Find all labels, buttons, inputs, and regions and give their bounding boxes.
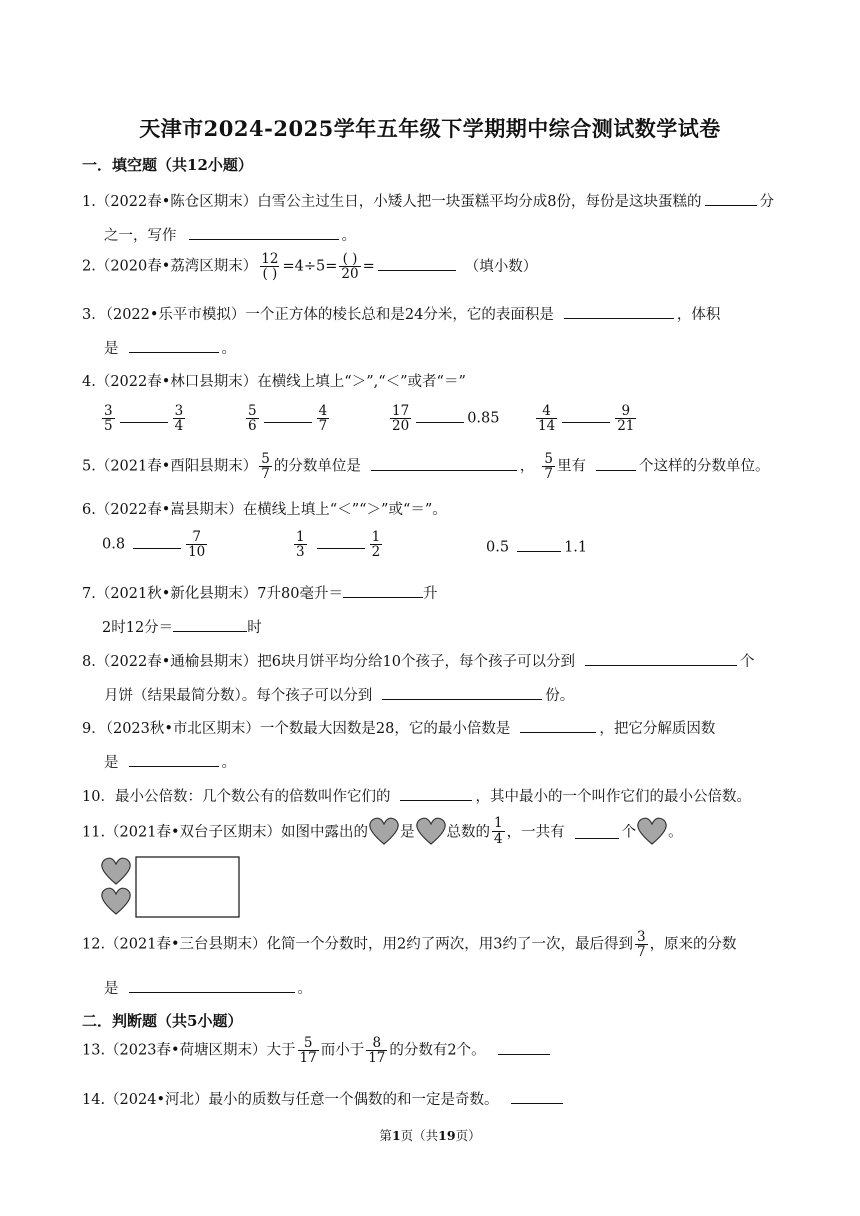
denominator: ( ) [262,266,278,283]
question-12-line-1 [82,930,737,959]
numerator: 1 [296,529,305,545]
q5-text-e: 个这样的分数单位。 [638,458,770,475]
q13-text-b: 而小于 [320,1042,365,1059]
answer-blank[interactable] [400,786,472,802]
answer-blank[interactable] [129,978,295,994]
q1-text-d: 。 [341,228,356,244]
section-heading-judge: 二．判断题（共5小题） [82,1012,243,1030]
q9-text-d: 。 [221,755,236,771]
q3-text: 3．（2022•乐平市模拟）一个正方体的棱长总和是24分米，它的表面积是 [82,307,554,323]
question-4: 4.（2022春•林口县期末）在横线上填上“＞”,“＜”或者“＝” [82,374,466,390]
fraction [339,252,360,281]
fraction [259,252,280,281]
question-13 [82,1036,553,1065]
q8-text-b: 个 [739,654,755,670]
answer-blank[interactable] [129,338,219,354]
denominator: 21 [617,418,635,435]
numerator: 7 [192,529,201,545]
q13-text-c: 的分数有2个。 [389,1042,486,1059]
question-9-line-1 [82,717,715,738]
q9-text-c: 是 [104,755,119,771]
q12-text-e: 。 [297,981,312,997]
denominator: 10 [188,544,206,561]
q12-text: 12.（2021春•三台县期末）化简一个分数时，用2约了两次，用3约了一次，最后得到 [82,936,633,953]
q7-text-d: 时 [247,620,262,636]
q4-item-2 [244,404,331,433]
q8-text: 8.（2022春•通榆县期末）把6块月饼平均分给10个孩子，每个孩子可以分到 [82,654,575,670]
answer-blank[interactable] [120,407,168,423]
q6-item-1 [102,530,209,559]
footer-text: 第 [379,1128,392,1143]
q10-text: 10．最小公倍数：几个数公有的倍数叫作它们的 [82,789,391,805]
q7-text-b: 升 [422,586,438,602]
q1-text-b: 分 [759,194,775,210]
answer-blank[interactable] [343,583,423,599]
denominator: 17 [368,1050,386,1067]
answer-blank[interactable] [416,407,464,423]
fraction [536,404,557,433]
denominator: 6 [248,418,257,435]
q9-text-b: ，把它分解质因数 [599,721,716,737]
fraction [370,530,383,559]
q9-text: 9．（2023秋•市北区期末）一个数最大因数是28，它的最小倍数是 [82,721,511,737]
q5-text-c: ， [519,458,535,475]
answer-blank[interactable] [705,191,757,207]
answer-blank[interactable] [264,407,312,423]
numerator: 5 [261,451,270,467]
heart-icon [368,816,400,846]
compare-value: 0.85 [467,410,500,427]
section-heading-fill: 一．填空题（共12小题） [82,156,253,174]
q4-item-4 [534,404,638,433]
fraction [102,404,115,433]
answer-blank[interactable] [520,718,596,734]
numerator: 9 [621,403,631,419]
answer-blank[interactable] [371,455,517,471]
q1-text: 1.（2022春•陈仓区期末）白雪公主过生日，小矮人把一块蛋糕平均分成8份，每份是这块蛋糕的 [82,194,702,210]
denominator: 20 [392,418,410,435]
answer-blank[interactable] [189,225,339,241]
denominator: 2 [371,544,381,561]
q3-text-b: ，体积 [676,307,721,323]
numerator: 12 [261,251,279,267]
question-8-line-1 [82,650,754,671]
denominator: 20 [341,266,359,283]
fraction [246,404,259,433]
fraction [366,1036,387,1065]
footer-text: 页） [455,1128,481,1143]
numerator: 3 [636,929,646,945]
denominator: 5 [104,418,113,435]
q2-text-c: = [362,258,375,275]
q7-text: 7.（2021秋•新化县期末）7升80毫升＝ [82,586,343,602]
numerator: 3 [174,403,184,419]
q11-text-c: 总数的 [446,824,491,841]
denominator: 3 [296,544,305,561]
q3-text-d: 。 [221,341,236,357]
numerator: 3 [104,403,113,419]
q11-text-f: 个 [621,824,637,841]
question-11 [82,816,683,846]
fraction [317,404,330,433]
question-1-line-1 [82,190,774,211]
question-7-line-2 [102,616,262,637]
heart-icon [102,888,130,914]
q11-text: 11.（2021春•双台子区期末）如图中露出的 [82,824,369,841]
answer-blank[interactable] [317,533,365,549]
denominator: 7 [636,944,646,961]
covering-rectangle [136,857,239,917]
answer-blank[interactable] [575,823,619,839]
answer-blank[interactable] [564,304,674,320]
question-12-line-2 [104,977,312,998]
fraction [294,530,307,559]
compare-value: 1.1 [564,539,588,556]
heart-icon [636,816,668,846]
question-3-line-2 [104,337,236,358]
answer-blank[interactable] [133,533,181,549]
fraction [390,404,411,433]
compare-value: 0.8 [102,536,126,553]
answer-blank[interactable] [382,685,542,701]
question-8-line-2 [104,684,574,705]
q3-text-c: 是 [104,341,119,357]
q2-text-b: =4÷5= [282,258,338,275]
question-1-line-2 [104,224,356,245]
numerator: 5 [303,1035,313,1051]
q12-text-b: ，原来的分数 [649,936,737,953]
question-10 [82,785,751,806]
denominator: 14 [538,418,556,435]
question-3-line-1 [82,303,720,324]
answer-blank[interactable] [562,407,610,423]
answer-blank[interactable] [498,1039,550,1055]
q5-text-b: 的分数单位是 [273,458,361,475]
page-total: 19 [438,1128,456,1143]
q6-item-3 [486,536,587,556]
numerator: 5 [248,403,257,419]
q11-text-g: 。 [668,824,683,841]
heart-icon [415,816,447,846]
page-footer [0,1126,860,1144]
question-5 [82,452,769,481]
numerator: 8 [372,1035,382,1051]
q8-text-d: 份。 [545,688,575,704]
fraction [615,404,636,433]
answer-blank[interactable] [517,536,561,552]
denominator: 17 [299,1050,317,1067]
footer-text: 页（共 [400,1128,439,1143]
q13-text: 13.（2023春•荷塘区期末）大于 [82,1042,296,1059]
fraction [259,452,272,481]
numerator: 17 [392,403,410,419]
page-title: 天津市2024-2025学年五年级下学期期中综合测试数学试卷 [139,116,721,141]
denominator: 7 [261,466,270,483]
q10-text-b: ，其中最小的一个叫作它们的最小公倍数。 [475,789,751,805]
answer-blank[interactable] [378,255,456,271]
q5-text: 5.（2021春•酉阳县期末） [82,458,258,475]
question-14 [82,1088,566,1109]
fraction [173,404,186,433]
answer-blank[interactable] [511,1089,563,1105]
fraction [635,930,648,959]
numerator: 5 [544,451,553,467]
fraction [492,816,505,845]
q14-text: 14.（2024•河北）最小的质数与任意一个偶数的和一定是奇数。 [82,1092,499,1108]
fraction [298,1036,319,1065]
numerator: 1 [371,529,381,545]
q11-text-e: ，一共有 [506,824,565,841]
fraction [186,530,207,559]
answer-blank[interactable] [173,617,247,633]
numerator: 1 [494,815,503,832]
q4-item-3 [388,404,499,433]
q2-text-d: （填小数） [464,258,538,275]
q2-text: 2.（2020春•荔湾区期末） [82,258,258,275]
numerator: ( ) [342,251,358,267]
q6-item-2 [292,530,384,559]
fraction [542,452,555,481]
q4-item-1 [100,404,187,433]
q7-text-c: 2时12分＝ [102,620,174,636]
answer-blank[interactable] [585,651,737,667]
answer-blank[interactable] [596,455,636,471]
q11-text-b: 是 [400,824,415,841]
question-2 [82,252,537,281]
heart-icon [102,858,130,884]
numerator: 4 [542,403,551,419]
question-7-line-1 [82,582,437,603]
denominator: 4 [494,830,503,847]
q8-text-c: 月饼（结果最简分数）。每个孩子可以分到 [104,688,373,704]
q12-text-c: 是 [104,981,119,997]
question-9-line-2 [104,751,236,772]
denominator: 4 [174,418,184,435]
hearts-box-figure [100,855,250,921]
answer-blank[interactable] [129,752,219,768]
q1-text-c: 之一，写作 [104,228,177,244]
numerator: 4 [318,403,328,419]
denominator: 7 [544,466,553,483]
page-number: 1 [391,1128,401,1143]
q11-figure [100,855,250,921]
question-6: 6.（2022春•嵩县期末）在横线上填上“＜”“＞”或“＝”。 [82,502,447,518]
q5-text-d: 里有 [556,458,586,475]
compare-value: 0.5 [486,539,510,556]
denominator: 7 [318,418,328,435]
